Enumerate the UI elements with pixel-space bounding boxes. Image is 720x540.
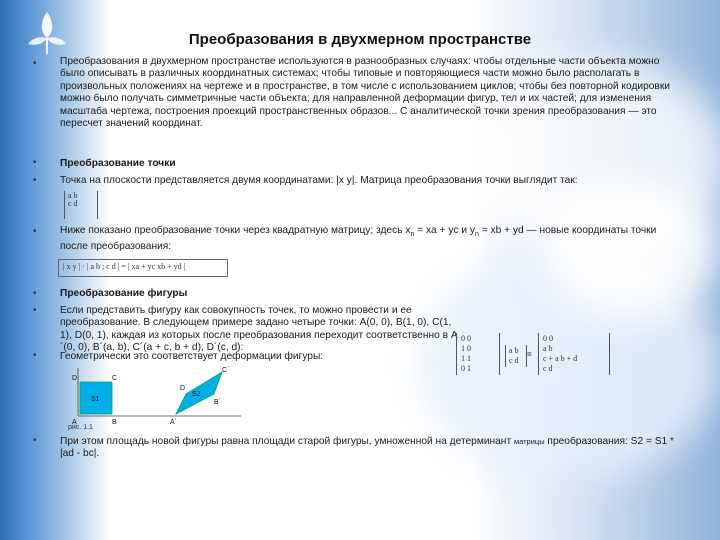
bullet-marker: • (33, 305, 37, 316)
deformation-figure (66, 366, 246, 430)
matrix-points-original: 0 0 1 0 1 1 0 1 (456, 333, 500, 375)
point-label: B´ (214, 399, 221, 406)
intro-paragraph: Преобразования в двухмерном пространстве используются в разнообразных случаях: чтобы отдельные части объекта можно было описывать в различных координатных системах; чтобы типовые и повторяющиеся части можно было располагать в произвольных положениях на чертеже и в пространстве, в том числе с использованием циклов; чтобы без повторной кодировки можно было получать симметричные части объекта; для направленной деформации фигур, тел и их частей; для изменения масштаба чертежа, построения проекций пространственных образов... С аналитической точки зрения преобразования — это пересчет значений координат. (60, 56, 670, 130)
point-paragraph: Точка на плоскости представляется двумя координатами: |x y|. Матрица преобразования точки выглядит так: (60, 175, 578, 186)
bullet-marker: • (33, 58, 37, 69)
figure-caption: рис. 1.1 (68, 424, 93, 431)
equation-row: | x y | · | a b ; c d | = | xa + yc xb + yd | (58, 259, 228, 277)
heading-figure-transform: Преобразование фигуры (60, 288, 188, 299)
matrix-paragraph: Ниже показано преобразование точки через квадратную матрицу; здесь $x_n$ = xa + yc и $y_n$ = xb + yd — новые координаты точки после преобразования: (60, 225, 657, 253)
s2-label: S2 (192, 391, 201, 398)
bullet-marker: • (33, 288, 37, 299)
point-label: C´ (222, 367, 230, 374)
point-label: C (112, 375, 118, 382)
point-label: D (72, 375, 78, 382)
bullet-marker: • (33, 350, 37, 361)
point-label: A´ (170, 419, 177, 426)
point-label: A (72, 419, 77, 426)
geometry-paragraph: Геометрически это соответствует деформации фигуры: (60, 351, 324, 362)
point-label: D´ (180, 385, 188, 392)
bullet-marker: • (33, 175, 37, 186)
figure-paragraph: Если представить фигуру как совокупность точек, то можно провести и ее преобразование. В следующем примере задано четыре точки: A(0, 0), B(1, 0), C(1, 1), D(0, 1), каждая из которых после преобразования переходит соответственно в A´(0, 0), B´(a, b), C´(a + c, b + d), D´(c, d): (60, 305, 458, 354)
area-paragraph: При этом площадь новой фигуры равна площади старой фигуры, умноженной на детерминант матрицы преобразования: S2 = S1 * |ad - bc|. (60, 436, 674, 460)
bullet-marker: • (33, 157, 37, 168)
bullet-marker: • (33, 435, 37, 446)
matrix-points-transformed: 0 0 a b c + a b + d c d (538, 333, 610, 375)
s1-label: S1 (91, 396, 100, 403)
equals-sign: = (527, 350, 532, 359)
bullet-marker: • (33, 226, 37, 237)
matrix-abcd: a b c d (64, 191, 98, 219)
heading-point-transform: Преобразование точки (60, 158, 176, 169)
multiply-sign: · (498, 350, 501, 359)
matrix-transform-small: a b c d (505, 345, 527, 367)
point-label: B (112, 419, 117, 426)
slide-title: Преобразования в двухмерном пространстве (188, 31, 532, 48)
